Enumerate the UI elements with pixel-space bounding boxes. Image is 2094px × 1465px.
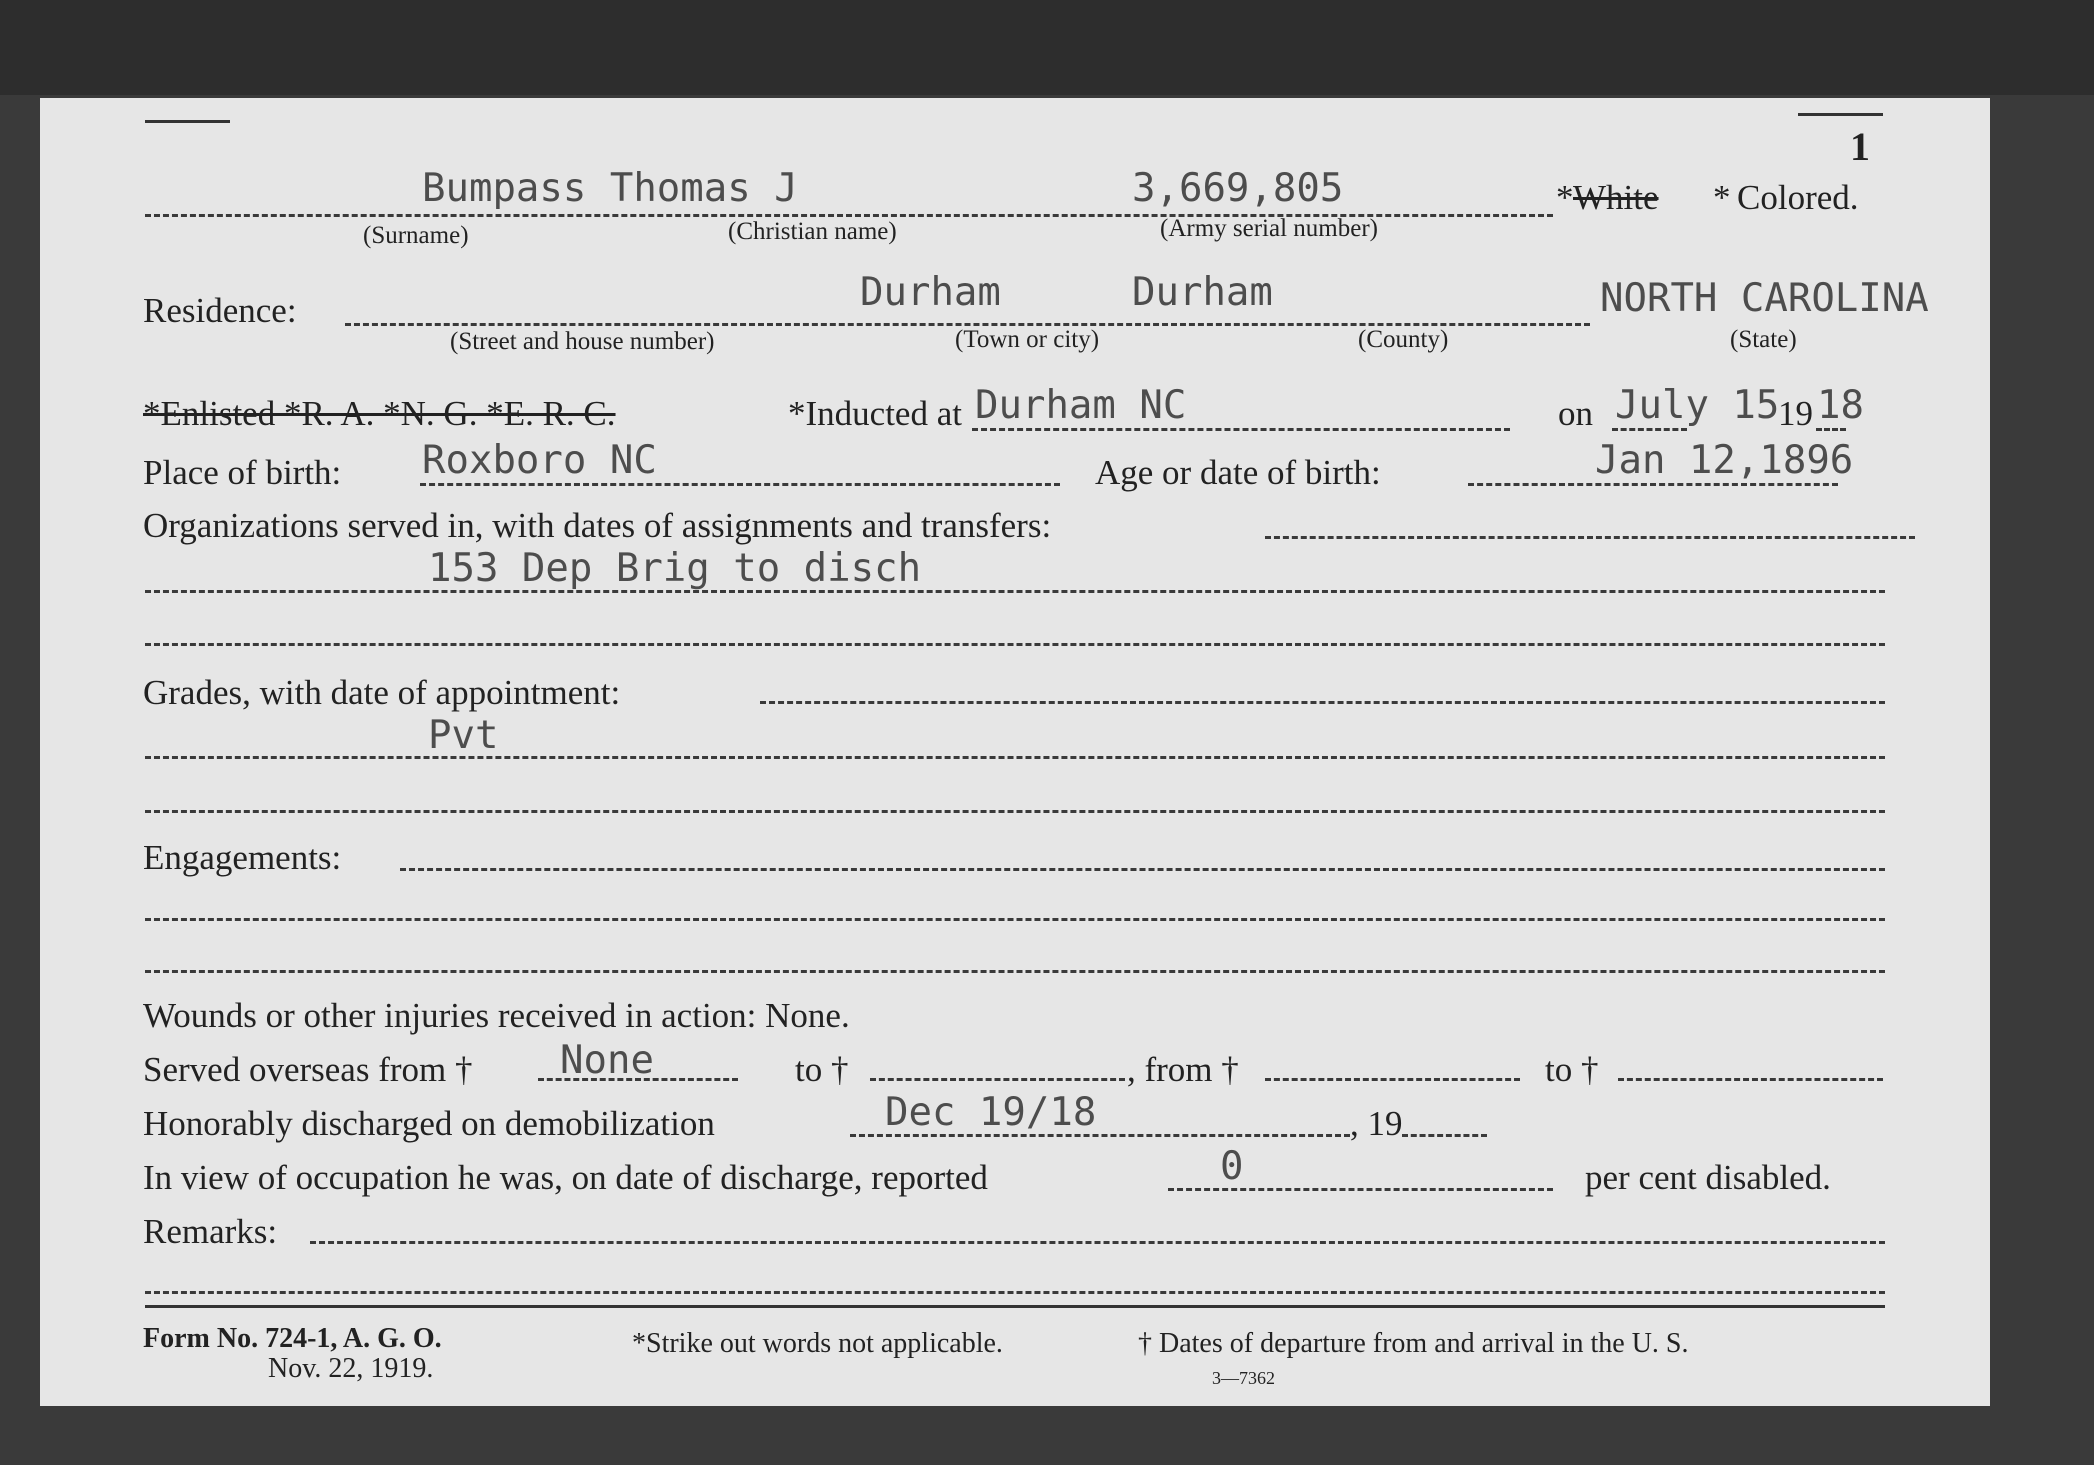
enlistment-options-struck: *Enlisted *R. A. *N. G. *E. R. C.: [143, 394, 616, 433]
typed-state: NORTH CAROLINA: [1600, 276, 1929, 321]
disability-suffix: per cent disabled.: [1585, 1158, 1831, 1197]
served-overseas-label: Served overseas from †: [143, 1050, 473, 1089]
race-option-marker-2: *: [1713, 178, 1731, 217]
overseas-to-label-2: to †: [1545, 1050, 1599, 1089]
overseas-from-label-2: , from †: [1127, 1050, 1239, 1089]
engagements-line-1: [400, 868, 1885, 871]
caption-county: (County): [1358, 326, 1449, 353]
grades-label: Grades, with date of appointment:: [143, 673, 621, 712]
typed-place-of-birth: Roxboro NC: [422, 438, 657, 483]
typed-induction-place: Durham NC: [975, 383, 1187, 428]
organizations-line-3: [145, 643, 1885, 646]
race-option-white-struck: White: [1573, 178, 1659, 217]
overseas-to-label: to †: [795, 1050, 849, 1089]
caption-street: (Street and house number): [450, 328, 715, 355]
discharge-year-label: , 19: [1350, 1104, 1403, 1143]
service-record-card: [40, 98, 1990, 1406]
year-prefix: 19: [1778, 394, 1813, 433]
bottom-rule: [145, 1305, 1885, 1308]
residence-label: Residence:: [143, 291, 297, 330]
remarks-label: Remarks:: [143, 1212, 278, 1251]
top-right-rule: [1798, 113, 1883, 116]
grades-line-2: [145, 756, 1885, 759]
typed-induction-date: July 15: [1615, 383, 1780, 428]
age-label: Age or date of birth:: [1095, 453, 1381, 492]
form-date: Nov. 22, 1919.: [268, 1353, 434, 1384]
wounds-text: Wounds or other injuries received in action: None.: [143, 996, 850, 1035]
typed-disability-percent: 0: [1220, 1144, 1244, 1189]
on-label: on: [1558, 394, 1593, 433]
form-number: Form No. 724-1, A. G. O.: [143, 1323, 442, 1354]
induction-date-line: [1612, 428, 1687, 431]
inducted-label: *Inducted at: [788, 394, 962, 433]
typed-town: Durham: [860, 270, 1001, 315]
typed-induction-year: 18: [1817, 383, 1864, 428]
typed-birth-date: Jan 12,1896: [1595, 438, 1854, 483]
birth-date-line: [1468, 483, 1838, 486]
organizations-line-2: [145, 590, 1885, 593]
engagements-line-3: [145, 970, 1885, 973]
card-number: 1: [1850, 124, 1870, 169]
footnote-strike-out: *Strike out words not applicable.: [632, 1328, 1003, 1359]
disability-label: In view of occupation he was, on date of discharge, reported: [143, 1158, 988, 1197]
typed-overseas-from: None: [560, 1038, 654, 1083]
caption-army-serial: (Army serial number): [1160, 215, 1378, 242]
scanner-background: [0, 0, 2094, 95]
print-code: 3—7362: [1212, 1368, 1275, 1388]
typed-discharge-date: Dec 19/18: [885, 1090, 1097, 1135]
overseas-to-line: [870, 1078, 1125, 1081]
grades-line-3: [145, 810, 1885, 813]
typed-serial-number: 3,669,805: [1132, 166, 1344, 211]
induction-year-line: [1816, 428, 1846, 431]
organizations-label: Organizations served in, with dates of assignments and transfers:: [143, 506, 1052, 545]
engagements-label: Engagements:: [143, 838, 342, 877]
race-option-colored: Colored.: [1737, 178, 1859, 217]
top-left-rule: [145, 120, 230, 123]
typed-name: Bumpass Thomas J: [422, 166, 798, 211]
overseas-to-line-2: [1618, 1078, 1883, 1081]
caption-christian-name: (Christian name): [728, 218, 897, 245]
discharge-label: Honorably discharged on demobilization: [143, 1104, 715, 1143]
overseas-from-line-2: [1265, 1078, 1520, 1081]
typed-county: Durham: [1132, 270, 1273, 315]
caption-surname: (Surname): [363, 222, 469, 249]
place-of-birth-line: [420, 483, 1060, 486]
inducted-line: [972, 428, 1510, 431]
organizations-line-1: [1265, 536, 1915, 539]
caption-state: (State): [1730, 326, 1797, 353]
remarks-line-2: [145, 1291, 1885, 1294]
grades-line-1: [760, 701, 1885, 704]
place-of-birth-label: Place of birth:: [143, 453, 342, 492]
typed-organizations: 153 Dep Brig to disch: [428, 546, 922, 591]
typed-grade: Pvt: [428, 713, 499, 758]
engagements-line-2: [145, 918, 1885, 921]
discharge-year-line: [1402, 1134, 1487, 1137]
race-option-marker-1: *: [1556, 178, 1574, 217]
remarks-line-1: [310, 1241, 1885, 1244]
footnote-dates: † Dates of departure from and arrival in the U. S.: [1138, 1328, 1689, 1359]
caption-town: (Town or city): [955, 326, 1100, 353]
